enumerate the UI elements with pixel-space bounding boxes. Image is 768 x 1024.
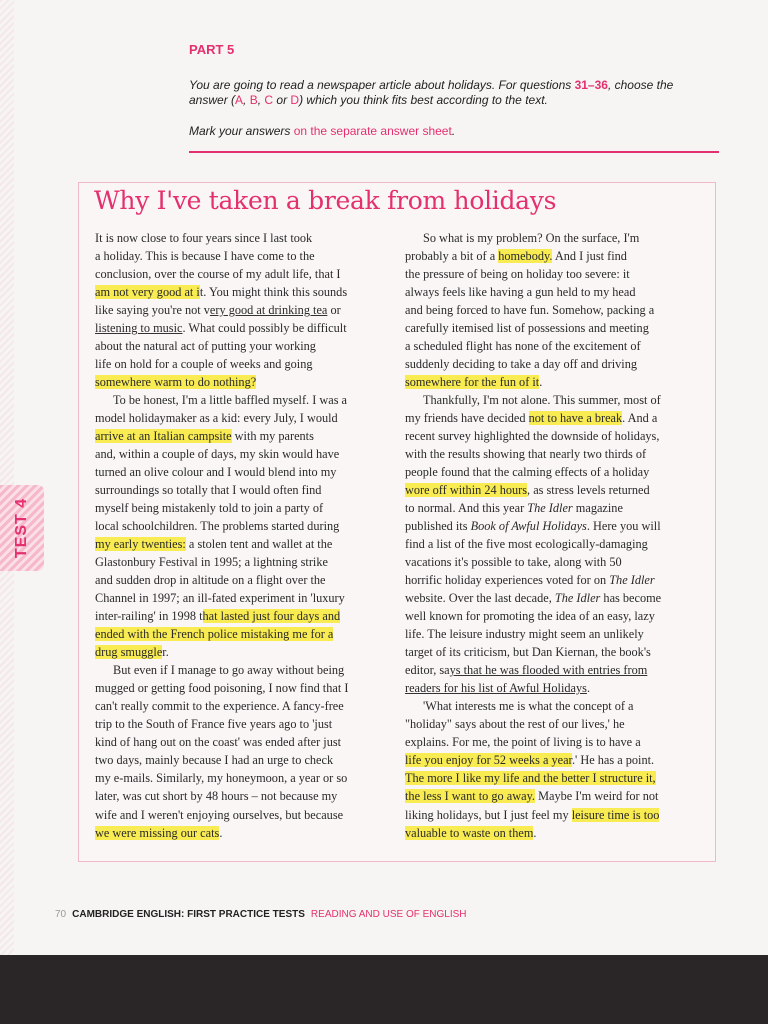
text-line: like saying you're not very good at drinking tea or (95, 303, 341, 318)
highlighted-text: the less I want to go away. (405, 789, 535, 804)
highlighted-text: am not very good at i (95, 285, 200, 300)
text-line: my early twenties: a stolen tent and wallet at the (95, 537, 333, 552)
header-divider (189, 151, 719, 153)
text-line: To be honest, I'm a little baffled myself. I was a (113, 393, 348, 408)
text-line: can't really commit to the experience. A fancy-free (95, 699, 344, 714)
page-number: 70 (55, 909, 67, 920)
text-line: with the results showing that nearly two thirds of (405, 447, 647, 462)
text-line: So what is my problem? On the surface, I'm (423, 231, 640, 245)
text-line: wife and I weren't enjoying ourselves, but because (95, 807, 344, 822)
text-line: liking holidays, but I just feel my leisure time is too (405, 807, 660, 822)
text-line: people found that the calming effects of a holiday (405, 465, 650, 480)
text-line: arrive at an Italian campsite with my parents (95, 429, 314, 444)
text-line: life. The leisure industry might seem an unlikely (405, 627, 644, 642)
text-line: vacations it's possible to take, along with 50 (405, 555, 622, 570)
text-line (95, 625, 395, 643)
text-line: the less I want to go away. Maybe I'm weird for not (405, 789, 659, 804)
page-edge-stripes (0, 0, 14, 955)
text-line: published its Book of Awful Holidays. Here you will (405, 519, 661, 534)
text-line: suddenly deciding to take a day off and driving (405, 357, 637, 372)
question-range: 31–36 (574, 78, 608, 92)
highlighted-text: homebody. (498, 249, 553, 264)
text-line: Thankfully, I'm not alone. This summer, most of (423, 393, 661, 408)
text-line: editor, says that he was flooded with entries from (405, 663, 648, 678)
underlined-text: ys that he was flooded with entries from (449, 663, 648, 678)
instruction-answers: Mark your answers on the separate answer sheet. (189, 124, 456, 138)
text-line (405, 769, 703, 787)
highlighted-text: wore off within 24 hours (405, 483, 528, 498)
text-line: a scheduled flight has none of the excitement of (405, 339, 641, 354)
highlighted-text: life you enjoy for 52 weeks a year (405, 753, 572, 768)
text-line: local schoolchildren. The problems started during (95, 519, 340, 534)
text-line: target of its criticism, but Dan Kiernan, the book's (405, 645, 651, 660)
highlighted-text: ended with the French police mistaking me for a (95, 627, 334, 642)
answer-sheet-note: on the separate answer sheet (293, 124, 452, 138)
highlighted-text: The more I like my life and the better I structure it, (405, 771, 656, 786)
text-line: life on hold for a couple of weeks and going (95, 357, 313, 372)
text-line: conclusion, over the course of my adult life, that I (95, 267, 341, 282)
page-footer (55, 909, 467, 920)
option-b: B (249, 93, 258, 107)
text-line: to normal. And this year The Idler magazine (405, 501, 623, 516)
text-line: surroundings so totally that I would often find (95, 483, 322, 498)
highlighted-text: my early twenties: (95, 537, 186, 552)
underlined-text: ery good at drinking tea (209, 303, 328, 318)
text-line: model holidaymaker as a kid: every July, I would (95, 411, 338, 426)
underlined-text: listening to music (95, 321, 183, 336)
text-line: trip to the South of France five years ago to 'just (95, 717, 333, 732)
text-line: valuable to waste on them. (405, 825, 537, 840)
text-line: well known for promoting the idea of an easy, lazy (405, 609, 655, 624)
text-line: horrific holiday experiences voted for on The Idler (405, 573, 655, 588)
highlighted-text: drug smuggle (95, 645, 163, 660)
highlighted-text: arrive at an Italian campsite (95, 429, 232, 444)
text-line: myself being mistakenly told to join a party of (95, 501, 324, 516)
highlighted-text: valuable to waste on them (405, 825, 534, 840)
text-line: the pressure of being on holiday too severe: it (405, 267, 630, 282)
book-title: CAMBRIDGE ENGLISH: FIRST PRACTICE TESTS (72, 909, 305, 920)
instruction-questions: You are going to read a newspaper article about holidays. For questions 31–36, choose the answer (A, B, C or D) which you think fits best according to the text. (189, 78, 674, 107)
text-line: and being forced to have fun. Somehow, packing a (405, 303, 655, 318)
text-line: we were missing our cats. (95, 825, 223, 840)
text-line: But even if I manage to go away without being (113, 663, 345, 678)
article-column-right (405, 229, 703, 842)
option-c: C (264, 93, 274, 107)
text-line: somewhere for the fun of it. (405, 375, 543, 390)
text-line: kind of hang out on the coast' was ended after just (95, 735, 342, 750)
highlighted-text: not to have a break (528, 411, 623, 426)
text-line: website. Over the last decade, The Idler has become (405, 591, 662, 606)
text-line: wore off within 24 hours, as stress levels returned (405, 483, 650, 498)
text-line: explains. For me, the point of living is to have a (405, 735, 641, 750)
option-a: A (235, 93, 244, 107)
section-name: READING AND USE OF ENGLISH (310, 909, 467, 920)
highlighted-text: we were missing our cats (95, 825, 220, 840)
text-line (95, 373, 395, 391)
underlined-text: readers for his list of Awful Holidays (405, 681, 587, 696)
highlighted-text: somewhere for the fun of it (405, 375, 540, 390)
article-column-left (95, 229, 395, 842)
text-line: about the natural act of putting your working (95, 339, 316, 354)
text-line: a holiday. This is because I have come to the (95, 249, 315, 264)
text-line: listening to music. What could possibly be difficult (95, 321, 347, 336)
test-tab (0, 485, 44, 571)
text-line: Glastonbury Festival in 1995; a lightning strike (95, 555, 328, 570)
text-line: It is now close to four years since I last took (95, 231, 313, 245)
text-line: always feels like having a gun held to my head (405, 285, 636, 300)
part-title: PART 5 (189, 42, 235, 57)
scan-background (0, 955, 768, 1024)
text-line: life you enjoy for 52 weeks a year.' He has a point. (405, 753, 655, 768)
text-line: two days, mainly because I had an urge to check (95, 753, 334, 768)
text-line: and sudden drop in altitude on a flight over the (95, 573, 326, 588)
text-line: and, within a couple of days, my skin would have (95, 447, 340, 462)
option-d: D (290, 93, 300, 107)
text-line: Channel in 1997; an ill-fated experiment in 'luxury (95, 591, 345, 606)
highlighted-text: somewhere warm to do nothing? (95, 375, 257, 390)
text-line: later, was cut short by 48 hours – not because my (95, 789, 338, 804)
text-line: "holiday" says about the rest of our lives,' he (405, 717, 625, 732)
text-line: inter-railing' in 1998 that lasted just four days and (95, 609, 341, 624)
text-line: carefully itemised list of possessions and meeting (405, 321, 649, 336)
article-title: Why I've taken a break from holidays (94, 186, 557, 215)
text-line: readers for his list of Awful Holidays. (405, 681, 591, 696)
text-line: my e-mails. Similarly, my honeymoon, a year or so (95, 771, 348, 786)
text-line: mugged or getting food poisoning, I now find that I (95, 681, 349, 696)
text-line: am not very good at it. You might think this sounds (95, 285, 348, 300)
text-line: turned an olive colour and I would blend into my (95, 465, 337, 480)
highlighted-text: hat lasted just four days and (202, 609, 341, 624)
text-line: drug smuggler. (95, 645, 169, 660)
text-line: probably a bit of a homebody. And I just find (405, 249, 627, 264)
test-tab-label: TEST 4 (13, 497, 30, 559)
text-line: find a list of the five most ecologically-damaging (405, 537, 648, 552)
text-line: my friends have decided not to have a break. And a (405, 411, 658, 426)
highlighted-text: leisure time is too (571, 807, 660, 822)
text-line: recent survey highlighted the downside of holidays, (405, 429, 660, 444)
text-line: 'What interests me is what the concept of a (423, 699, 634, 714)
